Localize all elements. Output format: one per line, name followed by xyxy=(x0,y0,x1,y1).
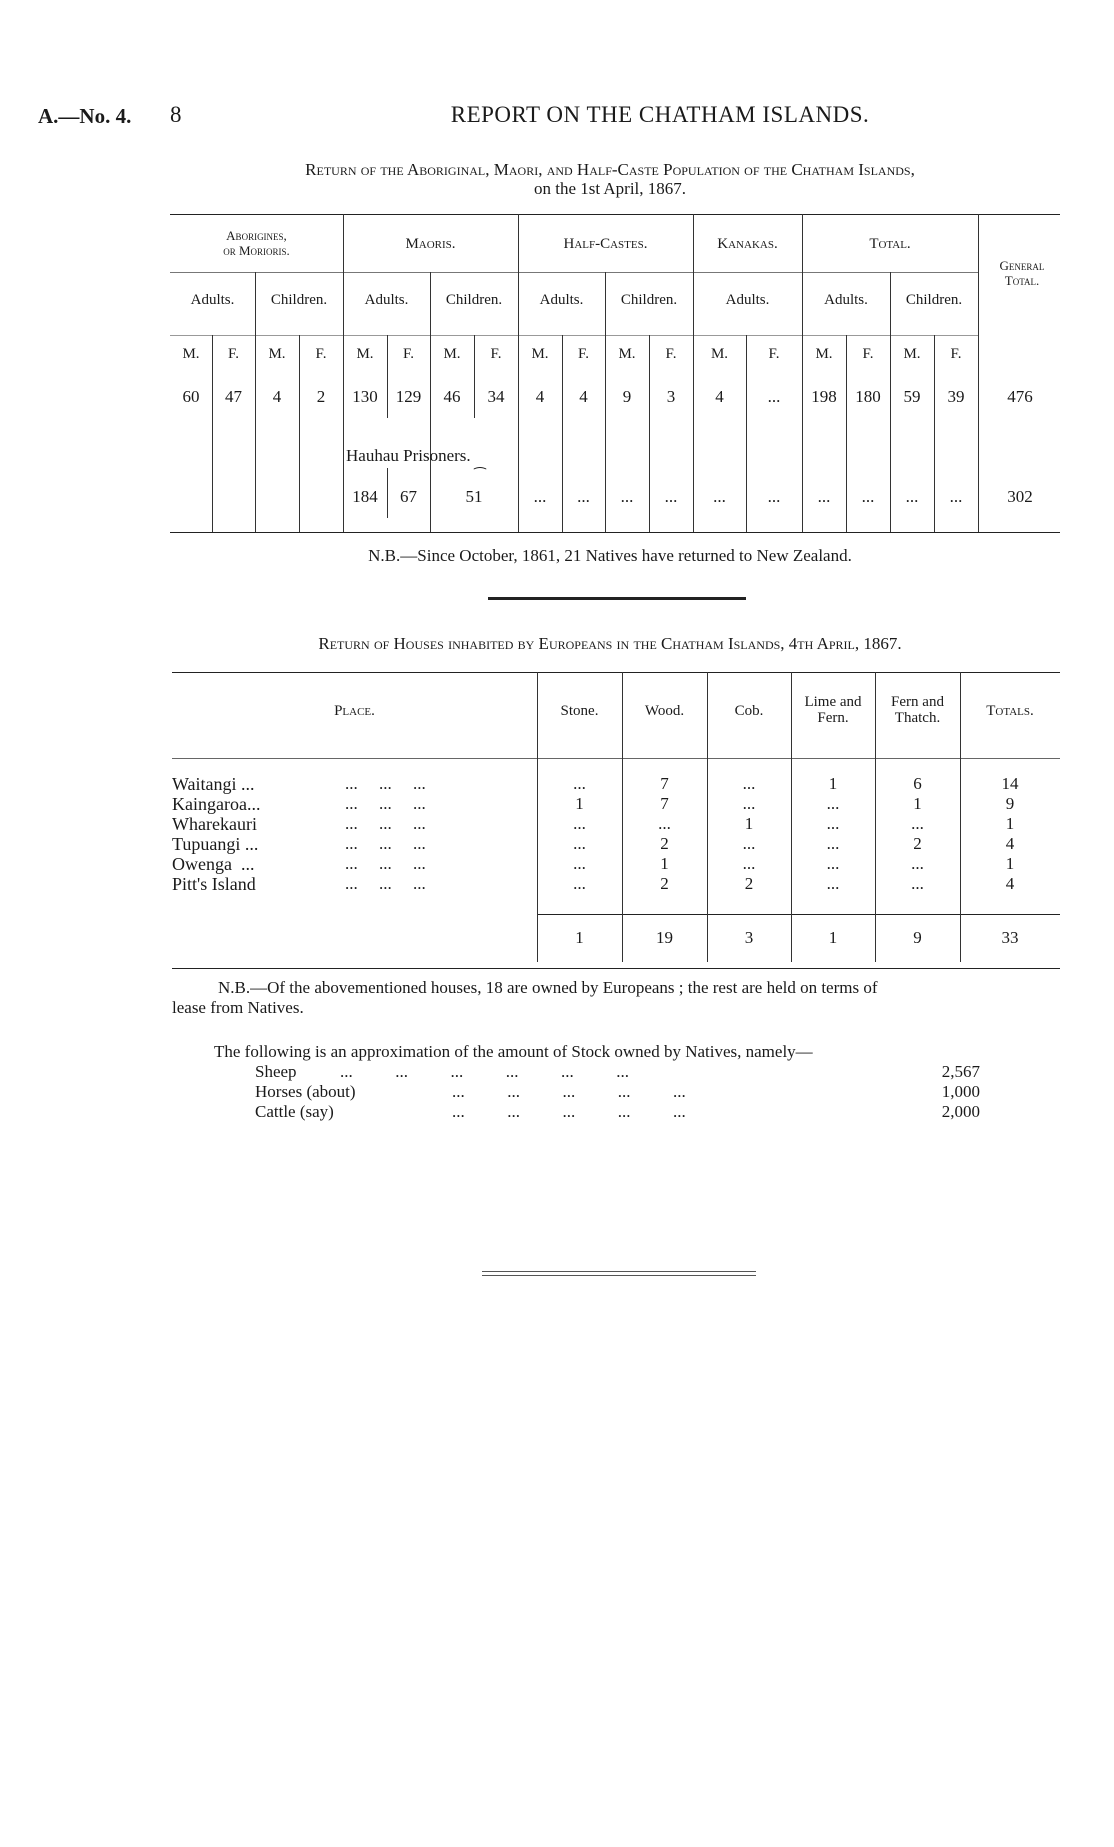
sex-m: M. xyxy=(618,346,636,362)
population-caption-line1: Return of the Aboriginal, Maori, and Half-Caste Population of the Chatham Islands, xyxy=(305,160,915,179)
houses-note-line2: lease from Natives. xyxy=(172,998,304,1017)
pop-cell: ... xyxy=(713,487,726,506)
houses-note-line1: N.B.—Of the abovementioned houses, 18 are owned by Europeans ; the rest are held on terms of xyxy=(218,978,878,997)
pop-cell: 4 xyxy=(715,387,724,406)
total-total: 33 xyxy=(1001,928,1019,947)
stock-value: 1,000 xyxy=(941,1082,980,1101)
cell-lime: ... xyxy=(826,854,840,873)
stock-intro: The following is an approximation of the amount of Stock owned by Natives, namely— xyxy=(214,1042,813,1061)
cell-cob: 1 xyxy=(744,814,754,833)
pop-cell: 60 xyxy=(182,387,200,406)
cell-cob: ... xyxy=(742,794,756,813)
sub-children: Children. xyxy=(905,292,963,308)
pop-cell: 4 xyxy=(579,387,588,406)
col-wood: Wood. xyxy=(644,703,685,719)
cell-fern: 6 xyxy=(913,774,922,793)
sex-m: M. xyxy=(903,346,921,362)
pop-cell: 4 xyxy=(535,387,545,406)
stock-dots: ... ... ... ... ... ... xyxy=(340,1062,629,1081)
row-dots: ... ... ... xyxy=(345,794,426,813)
stock-label: Sheep xyxy=(255,1062,297,1081)
pop-cell: 34 xyxy=(487,387,505,406)
cell-cob: ... xyxy=(742,834,756,853)
row-dots: ... ... ... xyxy=(345,814,426,833)
total-cob: 3 xyxy=(744,928,754,947)
stock-value: 2,000 xyxy=(941,1102,980,1121)
row-place: Owenga ... xyxy=(172,854,255,874)
pop-cell: ... xyxy=(767,487,781,506)
cell-wood: 7 xyxy=(660,794,669,813)
cell-lime: ... xyxy=(826,794,840,813)
pop-cell: 39 xyxy=(947,387,965,406)
pop-cell: 46 xyxy=(443,387,461,406)
row-place: Kaingaroa... xyxy=(172,794,261,814)
total-wood: 19 xyxy=(656,928,673,947)
pop-cell: 130 xyxy=(352,387,378,406)
cell-wood: 2 xyxy=(660,874,669,893)
group-aborigines: Aborigines, xyxy=(226,228,287,243)
total-lime: 1 xyxy=(828,928,838,947)
row-place: Pitt's Island xyxy=(172,874,256,894)
sex-f: F. xyxy=(768,346,780,362)
sex-m: M. xyxy=(443,346,461,362)
sex-m: M. xyxy=(531,346,549,362)
group-general-total: General xyxy=(999,258,1045,273)
row-dots: ... ... ... xyxy=(345,874,426,893)
cell-lime: ... xyxy=(826,834,840,853)
cell-lime: 1 xyxy=(828,774,838,793)
pop-cell: 3 xyxy=(666,387,676,406)
pop-cell: ... xyxy=(664,487,678,506)
cell-cob: 2 xyxy=(744,874,754,893)
cell-fern: ... xyxy=(911,854,924,873)
cell-wood: 1 xyxy=(660,854,669,873)
cell-stone: ... xyxy=(573,874,586,893)
cell-stone: ... xyxy=(573,834,586,853)
stock-dots: ... ... ... ... ... xyxy=(452,1102,686,1121)
stock-label: Cattle (say) xyxy=(255,1102,334,1121)
stock-label: Horses (about) xyxy=(255,1082,356,1101)
cell-total: 4 xyxy=(1005,834,1015,853)
cell-fern: ... xyxy=(911,814,924,833)
cell-stone: 1 xyxy=(575,794,584,813)
page-number: 8 xyxy=(170,102,182,127)
cell-total: 4 xyxy=(1005,874,1015,893)
sub-adults: Adults. xyxy=(725,292,770,308)
row-place: Wharekauri xyxy=(172,814,257,834)
total-stone: 1 xyxy=(575,928,584,947)
cell-fern: 2 xyxy=(913,834,922,853)
col-place: Place. xyxy=(334,703,375,719)
cell-wood: ... xyxy=(658,814,671,833)
sub-children: Children. xyxy=(445,292,503,308)
sex-f: F. xyxy=(578,346,589,362)
row-dots: ... ... ... xyxy=(345,774,426,793)
group-total: Total. xyxy=(869,236,911,252)
col-fern-thatch: Fern and xyxy=(891,694,944,710)
row-place: Tupuangi ... xyxy=(172,834,259,854)
total-fern: 9 xyxy=(913,928,922,947)
col-lime-fern: Lime and xyxy=(804,694,862,710)
col-cob: Cob. xyxy=(734,703,764,719)
pop-cell: 4 xyxy=(272,387,282,406)
sex-m: M. xyxy=(815,346,833,362)
report-reference: A.—No. 4. xyxy=(38,104,132,128)
cell-total: 1 xyxy=(1005,854,1015,873)
sex-f: F. xyxy=(950,346,962,362)
hauhau-label: Hauhau Prisoners. xyxy=(346,446,471,465)
cell-fern: ... xyxy=(911,874,924,893)
sex-f: F. xyxy=(315,346,327,362)
group-aborigines-2: or Morioris. xyxy=(223,243,290,258)
population-note: N.B.—Since October, 1861, 21 Natives have returned to New Zealand. xyxy=(368,546,852,565)
pop-cell: ... xyxy=(577,487,590,506)
pop-general-total: 476 xyxy=(1007,387,1033,406)
pop-cell: 59 xyxy=(903,387,921,406)
col-fern-thatch-2: Thatch. xyxy=(894,710,941,726)
cell-stone: ... xyxy=(573,774,586,793)
group-general-total-2: Total. xyxy=(1004,273,1040,288)
pop-cell: ... xyxy=(620,487,634,506)
col-totals: Totals. xyxy=(986,703,1034,719)
pop-cell: 51 xyxy=(465,487,483,506)
sub-children: Children. xyxy=(620,292,678,308)
sex-f: F. xyxy=(862,346,874,362)
cell-wood: 2 xyxy=(660,834,669,853)
sub-adults: Adults. xyxy=(190,292,235,308)
col-lime-fern-2: Fern. xyxy=(817,710,849,726)
brace-mark: ⁀ xyxy=(474,469,486,484)
sex-f: F. xyxy=(665,346,677,362)
houses-caption: Return of Houses inhabited by Europeans in the Chatham Islands, 4th April, 1867. xyxy=(318,634,902,653)
cell-cob: ... xyxy=(742,854,756,873)
sex-f: F. xyxy=(490,346,502,362)
cell-lime: ... xyxy=(826,814,840,833)
cell-total: 14 xyxy=(1001,774,1019,793)
pop-cell: 198 xyxy=(811,387,837,406)
pop-cell: 180 xyxy=(855,387,881,406)
cell-total: 9 xyxy=(1005,794,1015,813)
pop-cell: ... xyxy=(861,487,875,506)
pop-general-total: 302 xyxy=(1007,487,1033,506)
sub-children: Children. xyxy=(270,292,328,308)
row-dots: ... ... ... xyxy=(345,834,426,853)
cell-total: 1 xyxy=(1005,814,1015,833)
sex-m: M. xyxy=(268,346,286,362)
population-caption-line2: on the 1st April, 1867. xyxy=(533,179,687,198)
pop-cell: 9 xyxy=(622,387,632,406)
cell-stone: ... xyxy=(573,814,586,833)
separator-rule xyxy=(488,597,746,600)
group-maoris: Maoris. xyxy=(405,236,456,252)
col-stone: Stone. xyxy=(560,703,599,719)
pop-cell: 2 xyxy=(316,387,326,406)
pop-cell: ... xyxy=(817,487,831,506)
cell-fern: 1 xyxy=(913,794,922,813)
pop-cell: 47 xyxy=(225,387,242,406)
pop-cell: ... xyxy=(905,487,919,506)
pop-cell: 184 xyxy=(352,487,378,506)
pop-cell: 129 xyxy=(395,387,422,406)
stock-value: 2,567 xyxy=(941,1062,980,1081)
row-dots: ... ... ... xyxy=(345,854,426,873)
sex-m: M. xyxy=(182,346,200,362)
sub-adults: Adults. xyxy=(539,292,584,308)
cell-wood: 7 xyxy=(660,774,669,793)
cell-cob: ... xyxy=(742,774,756,793)
stock-dots: ... ... ... ... ... xyxy=(452,1082,686,1101)
sub-adults: Adults. xyxy=(364,292,409,308)
pop-cell: ... xyxy=(533,487,547,506)
cell-stone: ... xyxy=(573,854,586,873)
sub-adults: Adults. xyxy=(824,292,868,308)
pop-cell: ... xyxy=(949,487,963,506)
sex-f: F. xyxy=(228,346,239,362)
cell-lime: ... xyxy=(826,874,840,893)
row-place: Waitangi ... xyxy=(172,774,255,794)
sex-m: M. xyxy=(710,346,729,362)
sex-m: M. xyxy=(356,346,374,362)
page-title: REPORT ON THE CHATHAM ISLANDS. xyxy=(450,102,870,127)
pop-cell: 67 xyxy=(400,487,417,506)
sex-f: F. xyxy=(403,346,414,362)
group-half-castes: Half-Castes. xyxy=(563,236,648,252)
group-kanakas: Kanakas. xyxy=(717,236,778,252)
pop-cell: ... xyxy=(767,387,781,406)
